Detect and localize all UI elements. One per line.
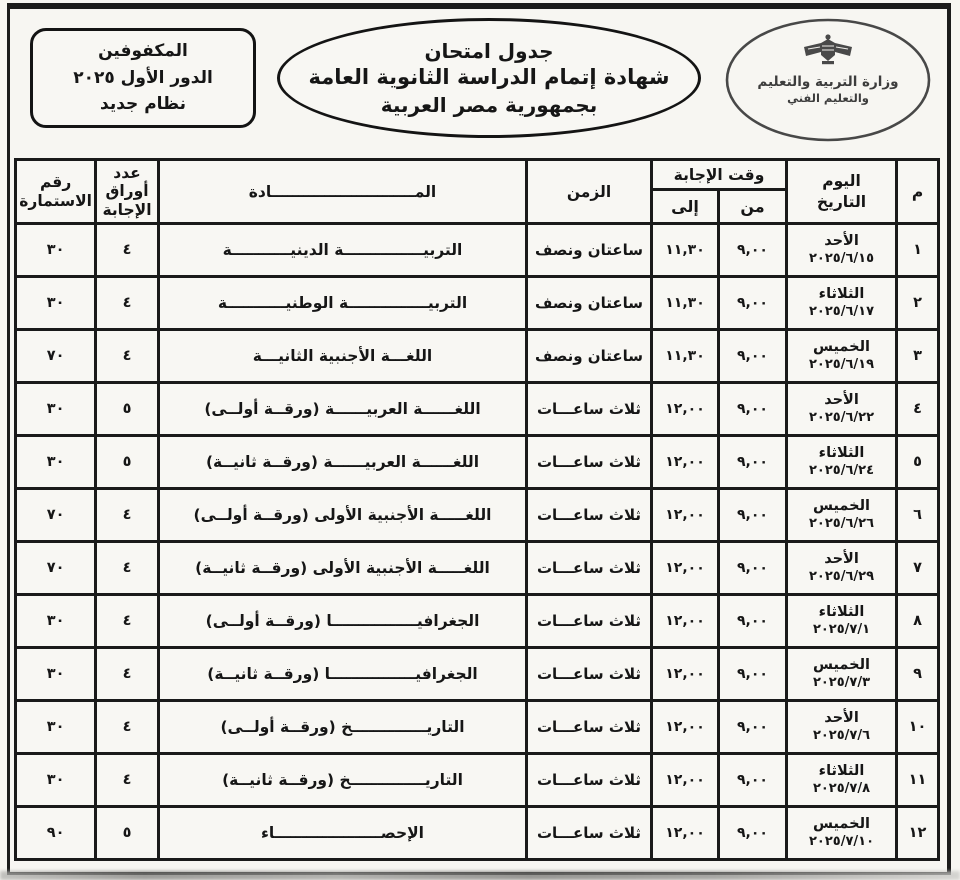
- table-row: [16, 807, 939, 860]
- cell-form-number: ٣٠: [16, 648, 96, 701]
- table-row: [16, 754, 939, 807]
- seal-arabic-line2: والتعليم الفني: [787, 91, 869, 105]
- cell-answer-sheets: ٤: [96, 595, 159, 648]
- cell-day: الخميس: [812, 498, 870, 515]
- col-header-duration: الزمن: [527, 160, 652, 224]
- cell-duration: ثلاث ساعـــات: [527, 807, 652, 860]
- cell-duration: ساعتان ونصف: [527, 330, 652, 383]
- svg-text:MINISTRY OF EDUCATION AND TECH: [722, 16, 728, 19]
- cell-day: الثلاثاء: [818, 604, 865, 621]
- col-header-form: [16, 160, 96, 224]
- cell-time-from: ٩,٠٠: [719, 595, 787, 648]
- table-row: [16, 330, 939, 383]
- cell-subject: التربيـــــــــــــــة الوطنيـــــــــــة: [159, 277, 527, 330]
- table-row: [16, 542, 939, 595]
- cell-duration: ثلاث ساعـــات: [527, 595, 652, 648]
- cell-time-to: ١٢,٠٠: [652, 595, 719, 648]
- cell-date: ٢٠٢٥/٦/٢٢: [808, 409, 875, 425]
- cell-row-number: ١١: [897, 754, 939, 807]
- cell-form-number: ٣٠: [16, 436, 96, 489]
- ministry-seal-icon: [722, 16, 934, 144]
- cell-day: الأحد: [824, 710, 859, 727]
- cell-subject: اللغـــة الأجنبية الثانيـــة: [159, 330, 527, 383]
- cell-day: الخميس: [812, 657, 870, 674]
- cell-row-number: ٤: [897, 383, 939, 436]
- cell-time-from: ٩,٠٠: [719, 330, 787, 383]
- cell-day: الخميس: [812, 339, 870, 356]
- col-header-to: إلى: [652, 190, 719, 224]
- seal-ring-text-top: [722, 16, 728, 19]
- cell-row-number: ١٠: [897, 701, 939, 754]
- cell-duration: ثلاث ساعـــات: [527, 542, 652, 595]
- cell-row-number: ٢: [897, 277, 939, 330]
- cell-day: الثلاثاء: [818, 763, 865, 780]
- cell-form-number: ٣٠: [16, 754, 96, 807]
- cell-day-date: [787, 542, 897, 595]
- sheets-header-line2: أوراق: [105, 182, 149, 201]
- cell-day-date: [787, 224, 897, 277]
- cell-duration: ثلاث ساعـــات: [527, 701, 652, 754]
- cell-date: ٢٠٢٥/٦/١٩: [808, 356, 875, 372]
- col-header-sheets: [96, 160, 159, 224]
- cell-day-date: [787, 383, 897, 436]
- cell-row-number: ١: [897, 224, 939, 277]
- cell-day: الخميس: [812, 816, 870, 833]
- cell-row-number: ٦: [897, 489, 939, 542]
- svg-text:MINISTRY OF EDUCATION AND TECH: [722, 16, 728, 19]
- cell-row-number: ١٢: [897, 807, 939, 860]
- cell-duration: ثلاث ساعـــات: [527, 489, 652, 542]
- cell-duration: ثلاث ساعـــات: [527, 754, 652, 807]
- cell-day: الأحد: [824, 392, 859, 409]
- cell-subject: التربيـــــــــــــــة الدينيـــــــــــة: [159, 224, 527, 277]
- cell-answer-sheets: ٤: [96, 330, 159, 383]
- cell-answer-sheets: ٤: [96, 489, 159, 542]
- cell-answer-sheets: ٥: [96, 807, 159, 860]
- table-row: [16, 277, 939, 330]
- cell-answer-sheets: ٤: [96, 648, 159, 701]
- table-row: [16, 489, 939, 542]
- form-header-line1: رقم: [40, 173, 72, 192]
- document-header: [30, 16, 934, 154]
- cell-day-date: [787, 807, 897, 860]
- col-header-day-date: [787, 160, 897, 224]
- cell-day: الثلاثاء: [818, 286, 865, 303]
- form-header-line2: الاستمارة: [19, 191, 92, 210]
- cell-answer-sheets: ٤: [96, 754, 159, 807]
- cell-time-from: ٩,٠٠: [719, 754, 787, 807]
- seal-arabic-line1: وزارة التربية والتعليم: [757, 74, 899, 90]
- cell-time-to: ١١,٣٠: [652, 224, 719, 277]
- cell-time-to: ١١,٣٠: [652, 330, 719, 383]
- cell-form-number: ٣٠: [16, 595, 96, 648]
- cell-answer-sheets: ٤: [96, 542, 159, 595]
- cell-date: ٢٠٢٥/٧/١٠: [808, 833, 875, 849]
- col-header-from: من: [719, 190, 787, 224]
- cell-time-from: ٩,٠٠: [719, 701, 787, 754]
- table-row: [16, 595, 939, 648]
- eagle-icon: [804, 34, 852, 64]
- cell-duration: ثلاث ساعـــات: [527, 436, 652, 489]
- cell-duration: ساعتان ونصف: [527, 224, 652, 277]
- table-row: [16, 436, 939, 489]
- cell-form-number: ٣٠: [16, 383, 96, 436]
- cell-time-from: ٩,٠٠: [719, 648, 787, 701]
- cell-form-number: ٣٠: [16, 701, 96, 754]
- cell-subject: الجغرافيــــــــــــــــا (ورقــة أولــى): [159, 595, 527, 648]
- cell-answer-sheets: ٥: [96, 436, 159, 489]
- cell-day-date: [787, 754, 897, 807]
- day-header-line2: التاريخ: [816, 192, 867, 211]
- document-title-line3: بجمهورية مصر العربية: [380, 92, 598, 117]
- round-year-label: الدور الأول ٢٠٢٥: [73, 67, 213, 88]
- cell-day: الأحد: [824, 233, 859, 250]
- cell-time-from: ٩,٠٠: [719, 489, 787, 542]
- table-row: [16, 701, 939, 754]
- cell-date: ٢٠٢٥/٦/١٥: [808, 250, 875, 266]
- cell-row-number: ٧: [897, 542, 939, 595]
- cell-date: ٢٠٢٥/٦/٢٦: [808, 515, 875, 531]
- cell-time-from: ٩,٠٠: [719, 277, 787, 330]
- col-header-subject: المـــــــــــــــــــــــــــادة: [159, 160, 527, 224]
- cell-date: ٢٠٢٥/٦/١٧: [808, 303, 875, 319]
- cell-time-to: ١٢,٠٠: [652, 754, 719, 807]
- cell-answer-sheets: ٥: [96, 383, 159, 436]
- scan-smudge: [0, 871, 960, 880]
- cell-day-date: [787, 330, 897, 383]
- cell-time-to: ١١,٣٠: [652, 277, 719, 330]
- cell-subject: اللغــــــة العربيــــــة (ورقــة أولــى): [159, 383, 527, 436]
- cell-day: الثلاثاء: [818, 445, 865, 462]
- cell-time-to: ١٢,٠٠: [652, 436, 719, 489]
- cell-time-to: ١٢,٠٠: [652, 489, 719, 542]
- cell-form-number: ٧٠: [16, 330, 96, 383]
- col-header-answer-time: وقت الإجابة: [652, 160, 787, 190]
- cell-subject: الجغرافيــــــــــــــــا (ورقــة ثانيــة): [159, 648, 527, 701]
- cell-answer-sheets: ٤: [96, 277, 159, 330]
- cell-subject: التاريــــــــــــــخ (ورقــة ثانيــة): [159, 754, 527, 807]
- cell-subject: التاريــــــــــــــخ (ورقــة أولــى): [159, 701, 527, 754]
- seal-ring-text-bottom: [722, 16, 728, 19]
- cell-day-date: [787, 277, 897, 330]
- exam-round-box: [30, 28, 256, 128]
- cell-row-number: ٩: [897, 648, 939, 701]
- cell-date: ٢٠٢٥/٦/٢٤: [808, 462, 875, 478]
- cell-subject: اللغـــــة الأجنبية الأولى (ورقــة ثانيــة): [159, 542, 527, 595]
- cell-form-number: ٣٠: [16, 277, 96, 330]
- cell-time-from: ٩,٠٠: [719, 542, 787, 595]
- cell-date: ٢٠٢٥/٧/١: [812, 621, 871, 637]
- cell-day-date: [787, 701, 897, 754]
- cell-row-number: ٣: [897, 330, 939, 383]
- cell-time-from: ٩,٠٠: [719, 224, 787, 277]
- cell-duration: ثلاث ساعـــات: [527, 648, 652, 701]
- cell-duration: ساعتان ونصف: [527, 277, 652, 330]
- cell-answer-sheets: ٤: [96, 701, 159, 754]
- audience-label: المكفوفين: [98, 41, 188, 62]
- col-header-num: م: [897, 160, 939, 224]
- cell-date: ٢٠٢٥/٧/٨: [812, 780, 871, 796]
- cell-form-number: ٣٠: [16, 224, 96, 277]
- title-oval: [277, 18, 701, 138]
- cell-duration: ثلاث ساعـــات: [527, 383, 652, 436]
- day-header-line1: اليوم: [822, 171, 861, 190]
- cell-time-to: ١٢,٠٠: [652, 807, 719, 860]
- exam-schedule-table: [14, 158, 940, 861]
- system-label: نظام جديد: [100, 94, 186, 115]
- cell-time-from: ٩,٠٠: [719, 383, 787, 436]
- cell-form-number: ٧٠: [16, 489, 96, 542]
- cell-time-from: ٩,٠٠: [719, 436, 787, 489]
- cell-day-date: [787, 595, 897, 648]
- cell-row-number: ٨: [897, 595, 939, 648]
- cell-day: الأحد: [824, 551, 859, 568]
- sheets-header-line1: عدد: [113, 164, 141, 183]
- cell-day-date: [787, 489, 897, 542]
- cell-row-number: ٥: [897, 436, 939, 489]
- cell-time-to: ١٢,٠٠: [652, 648, 719, 701]
- cell-date: ٢٠٢٥/٧/٦: [812, 727, 871, 743]
- cell-day-date: [787, 436, 897, 489]
- cell-date: ٢٠٢٥/٦/٢٩: [808, 568, 875, 584]
- cell-subject: الإحصــــــــــــــــــــاء: [159, 807, 527, 860]
- cell-time-from: ٩,٠٠: [719, 807, 787, 860]
- ministry-seal: [722, 16, 934, 144]
- table-row: [16, 648, 939, 701]
- cell-answer-sheets: ٤: [96, 224, 159, 277]
- cell-day-date: [787, 648, 897, 701]
- document-title-line1: جدول امتحان: [424, 38, 554, 63]
- cell-subject: اللغــــــة العربيــــــة (ورقــة ثانيــة): [159, 436, 527, 489]
- cell-date: ٢٠٢٥/٧/٣: [812, 674, 871, 690]
- cell-time-to: ١٢,٠٠: [652, 383, 719, 436]
- table-row: [16, 224, 939, 277]
- document-title-line2: شهادة إتمام الدراسة الثانوية العامة: [308, 65, 670, 90]
- cell-time-to: ١٢,٠٠: [652, 701, 719, 754]
- sheets-header-line3: الإجابة: [102, 200, 152, 219]
- cell-form-number: ٩٠: [16, 807, 96, 860]
- cell-subject: اللغـــــة الأجنبية الأولى (ورقــة أولــى): [159, 489, 527, 542]
- cell-form-number: ٧٠: [16, 542, 96, 595]
- table-row: [16, 383, 939, 436]
- cell-time-to: ١٢,٠٠: [652, 542, 719, 595]
